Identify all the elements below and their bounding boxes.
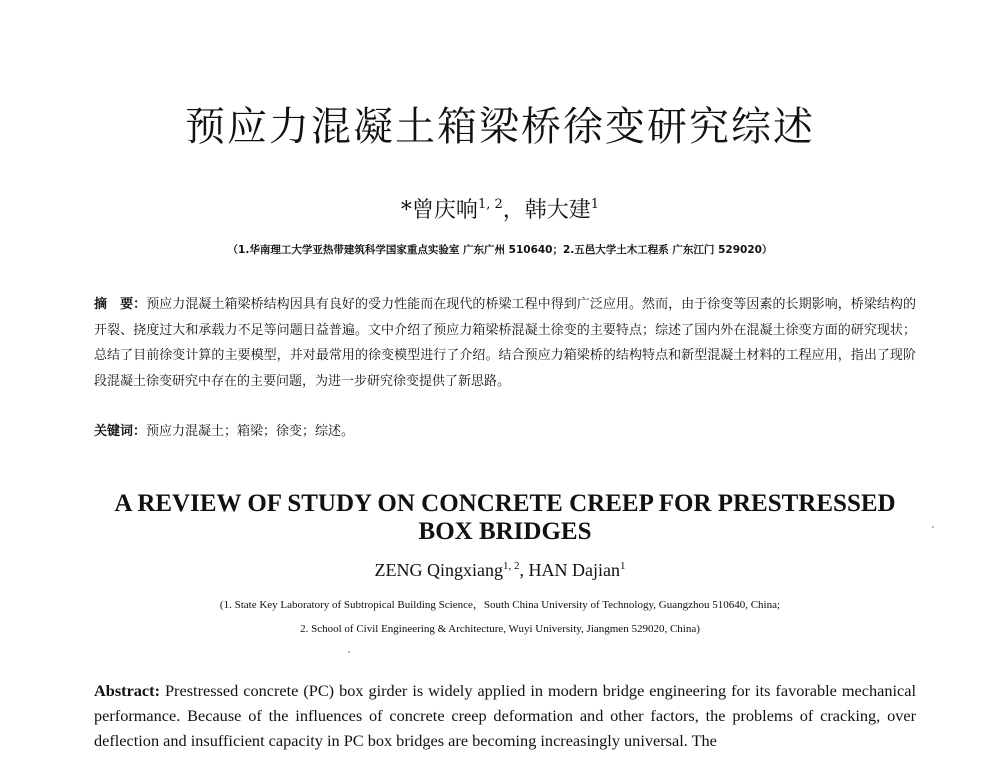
chinese-abstract-text: 预应力混凝土箱梁桥结构因具有良好的受力性能而在现代的桥梁工程中得到广泛应用。然而，由于徐变等因素的长期影响，桥梁结构的开裂、挠度过大和承载力不足等问题日益普遍。文中介绍了预应力箱梁桥混凝土徐变的主要特点；综述了国内外在混凝土徐变方面的研究现状；总结了目前徐变计算的主要模型，并对最常用的徐变模型进行了介绍。结合预应力箱梁桥的结构特点和新型混凝土材料的工程应用，指出了现阶段混凝土徐变研究中存在的主要问题，为进一步研究徐变提供了新思路。	[94, 297, 916, 389]
chinese-title: 预应力混凝土箱梁桥徐变研究综述	[185, 104, 815, 150]
chinese-affiliation: （1.华南理工大学亚热带建筑科学国家重点实验室 广东广州 510640；2.五邑大学土木工程系 广东江门 529020）	[227, 244, 773, 256]
scan-speck	[932, 526, 934, 528]
english-affiliation-1: (1. State Key Laboratory of Subtropical Building Science，South China University of Technology, Guangzhou 510640, China;	[219, 599, 781, 611]
english-abstract-text: Prestressed concrete (PC) box girder is widely applied in modern bridge engineering for its favorable mechanical performance. Because of the influences of concrete creep deformation and other factors, the problems of cracking, over deflection and insufficient capacity in PC box bridges are becoming increasingly universal. The	[94, 681, 916, 750]
chinese-abstract-label: 摘 要：	[94, 297, 147, 312]
english-author-separator: ,	[519, 560, 529, 580]
chinese-author-1: 曾庆响	[411, 198, 478, 223]
chinese-authors	[0, 193, 1000, 224]
chinese-author-1-affiliation-mark: 1, 2	[477, 197, 503, 212]
english-affiliation-2: 2. School of Civil Engineering & Architecture, Wuyi University, Jiangmen 529020, China)	[300, 623, 700, 635]
chinese-keywords-text: 预应力混凝土；箱梁；徐变；综述。	[146, 424, 355, 439]
chinese-author-2: 韩大建	[524, 198, 591, 223]
chinese-author-2-affiliation-mark: 1	[590, 197, 600, 212]
english-abstract-label: Abstract:	[94, 681, 161, 700]
english-author-2-affiliation-mark: 1	[619, 560, 626, 572]
english-abstract	[94, 678, 916, 753]
english-author-1-affiliation-mark: 1, 2	[503, 560, 520, 572]
english-author-2: HAN Dajian	[528, 560, 620, 580]
english-title: A REVIEW OF STUDY ON CONCRETE CREEP FOR PRESTRESSED BOX BRIDGES	[114, 490, 896, 545]
chinese-abstract	[94, 292, 916, 394]
author-separator: ，	[502, 198, 525, 223]
corresponding-mark: *	[400, 198, 412, 223]
scan-speck	[348, 651, 350, 653]
chinese-keywords-label: 关键词：	[94, 424, 147, 439]
chinese-keywords	[94, 419, 916, 444]
english-authors	[0, 560, 1000, 581]
english-author-1: ZENG Qingxiang	[374, 560, 503, 580]
